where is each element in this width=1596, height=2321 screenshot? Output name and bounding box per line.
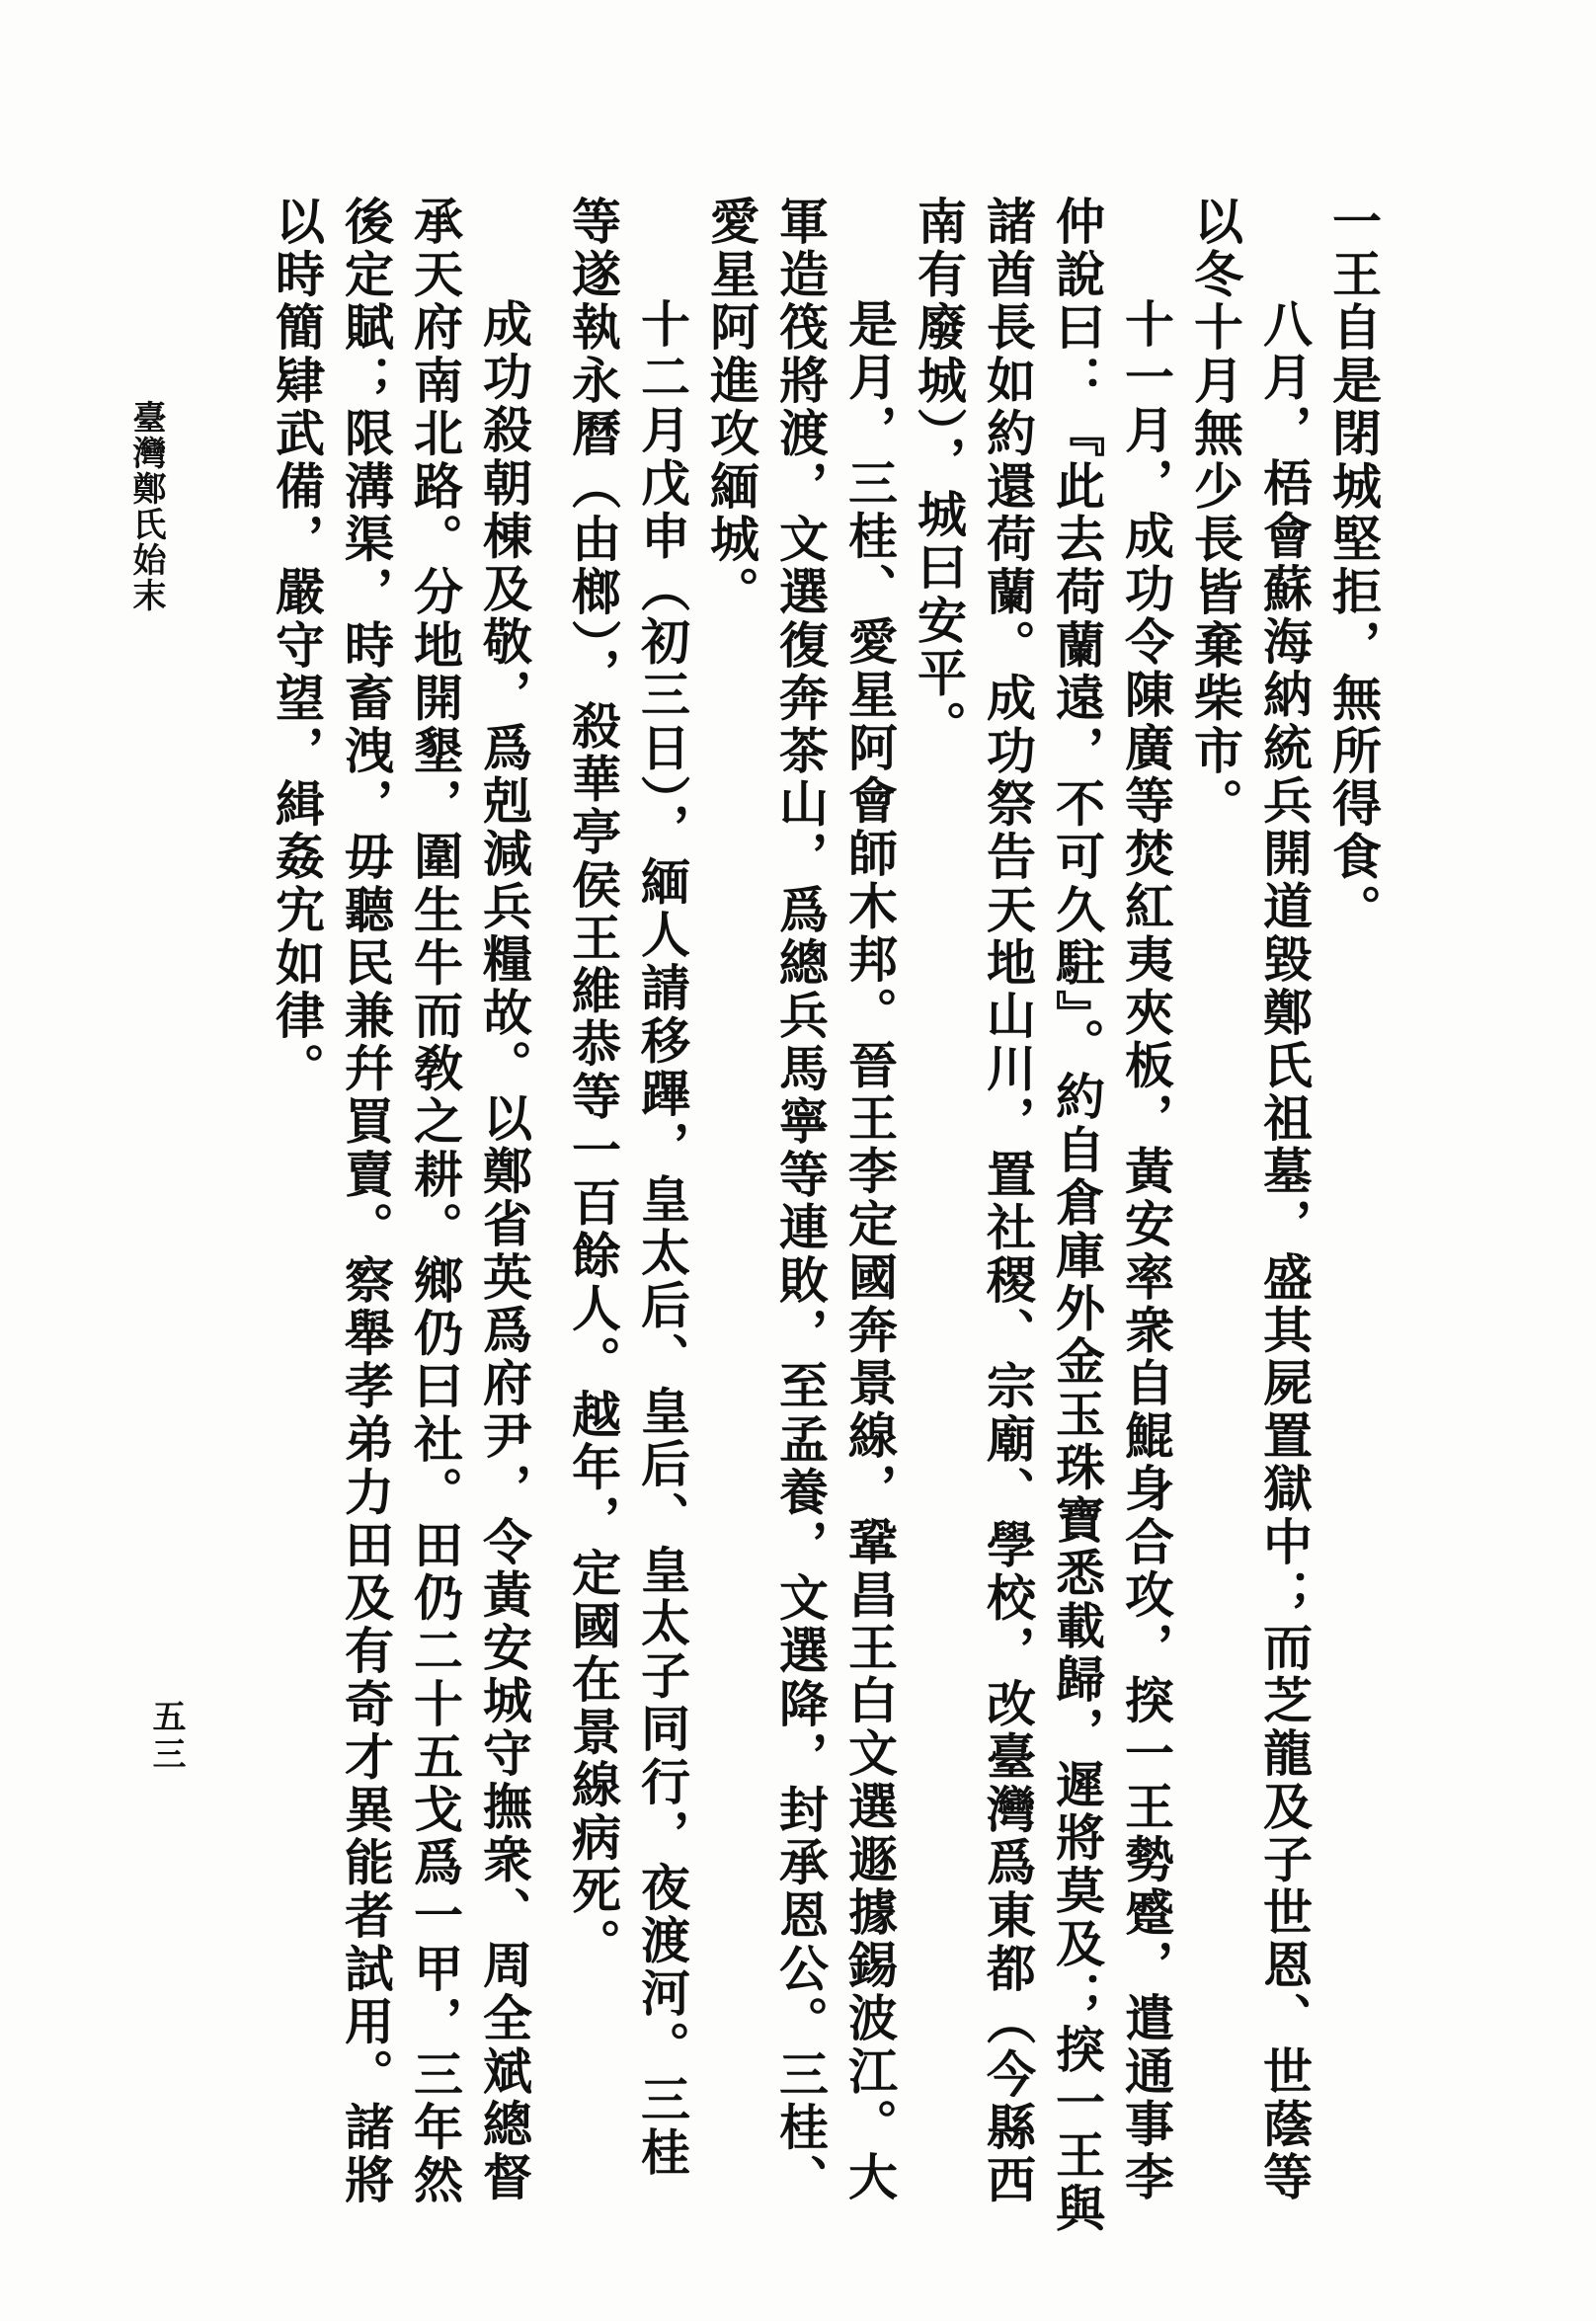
text-column-16: 以時簡肄武備，嚴守望，緝姦宄如律。 bbox=[268, 196, 326, 1096]
text-column-11: 十二月戊申（初三日），緬人請移蹕，皇太后、皇后、皇太子同行，夜渡河。三桂 bbox=[633, 298, 691, 2180]
text-column-2: 八月，梧會蘇海納統兵開道毀鄭氏祖墓，盛其屍置獄中；而芝龍及子世恩、世蔭等 bbox=[1255, 298, 1314, 2204]
text-column-3: 以冬十月無少長皆棄柴市。 bbox=[1186, 196, 1244, 832]
text-column-9: 軍造筏將渡，文選復奔茶山，爲總兵馬寧等連敗，至孟養，文選降，封承恩公。三桂、 bbox=[771, 196, 830, 2207]
text-column-13: 成功殺朝棟及敬，爲剋減兵糧故。以鄭省英爲府尹，令黃安城守撫衆、周全斌總督 bbox=[475, 298, 533, 2204]
text-column-4: 十一月，成功令陳廣等焚紅夷夾板，黃安率衆自鯤身合攻，揬一王勢蹙，遣通事李 bbox=[1117, 298, 1175, 2204]
text-column-15: 後定賦；限溝渠，時畜洩，毋聽民兼幷買賣。察舉孝弟力田及有奇才異能者試用。諸將 bbox=[337, 196, 395, 2207]
text-column-8: 是月，三桂、愛星阿會師木邦。晉王李定國奔景線，鞏昌王白文選遯據錫波江。大 bbox=[840, 298, 899, 2204]
running-title: 臺灣鄭氏始末 bbox=[126, 400, 166, 613]
text-column-1: 一王自是閉城堅拒，無所得食。 bbox=[1324, 196, 1383, 937]
text-column-14: 承天府南北路。分地開墾，圍生牛而敎之耕。鄉仍曰社。田仍二十五戈爲一甲，三年然 bbox=[406, 196, 464, 2207]
text-column-6: 諸酋長如約還荷蘭。成功祭告天地山川，置社稷、宗廟、學校，改臺灣爲東都（今縣西 bbox=[979, 196, 1037, 2207]
text-column-10: 愛星阿進攻緬城。 bbox=[702, 196, 760, 619]
text-column-7: 南有廢城），城曰安平。 bbox=[910, 196, 968, 754]
text-column-12: 等遂執永曆（由榔），殺華亭侯王維恭等一百餘人。越年，定國在景線病死。 bbox=[564, 196, 622, 1971]
page-number: 五三 bbox=[146, 1699, 186, 1774]
text-column-5: 仲說曰：『此去荷蘭遠，不可久駐』。約自倉庫外金玉珠寶悉載歸，遲將莫及；揬一王與 bbox=[1048, 196, 1106, 2236]
